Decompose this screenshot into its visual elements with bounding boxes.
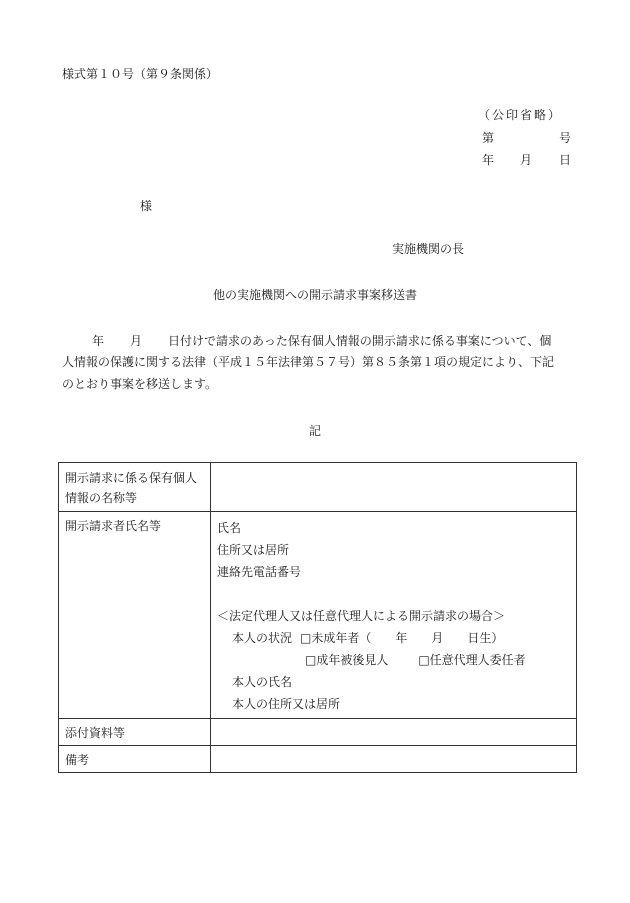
form-number: 様式第１０号（第９条関係） xyxy=(62,67,219,81)
personal-info-name-label xyxy=(59,463,211,512)
date-day-label: 日 xyxy=(559,153,572,167)
minor-checkbox[interactable]: □未成年者（ xyxy=(300,631,372,645)
body-paragraph-line1 xyxy=(62,335,551,347)
attachments-label: 添付資料等 xyxy=(59,719,211,746)
requester-address-label: 住所又は居所 xyxy=(217,543,290,557)
table-row xyxy=(59,463,577,512)
requester-name-label: 氏名 xyxy=(217,521,242,535)
date-month-label: 月 xyxy=(520,153,533,167)
requester-info-cell[interactable] xyxy=(211,512,577,719)
minor-birth-month-label: 月 xyxy=(431,631,444,645)
document-number-prefix: 第 xyxy=(482,131,495,145)
attachments-cell[interactable] xyxy=(211,719,577,746)
principal-name-label: 本人の氏名 xyxy=(232,675,293,689)
remarks-cell[interactable] xyxy=(211,746,577,773)
minor-birth-year-label: 年 xyxy=(395,631,408,645)
body-paragraph-line3: のとおり事案を移送します。 xyxy=(62,377,218,391)
sender-title: 実施機関の長 xyxy=(392,242,465,256)
principal-status-label: 本人の状況 xyxy=(232,631,293,645)
body-year-label: 年 xyxy=(92,334,105,348)
document-number-suffix: 号 xyxy=(559,131,572,145)
voluntary-agent-checkbox[interactable]: □任意代理人委任者 xyxy=(418,653,526,667)
requester-phone-label: 連絡先電話番号 xyxy=(217,565,302,579)
label-line: 情報の名称等 xyxy=(65,491,138,505)
date-year-label: 年 xyxy=(482,153,495,167)
table-row xyxy=(59,512,577,719)
transfer-details-table xyxy=(58,462,577,773)
body-month-label: 月 xyxy=(130,334,143,348)
body-paragraph-line2: 人情報の保護に関する法律（平成１５年法律第５７号）第８５条第１項の規定により、下記 xyxy=(62,355,555,369)
requester-info-label xyxy=(59,512,211,719)
addressee-honorific: 様 xyxy=(140,199,153,213)
ki-heading: 記 xyxy=(308,424,321,438)
requester-info-label-text: 開示請求者氏名等 xyxy=(65,519,162,533)
document-title: 他の実施機関への開示請求事案移送書 xyxy=(212,288,417,302)
principal-status-line xyxy=(217,627,570,649)
seal-omitted-note: （公印省略） xyxy=(478,108,563,122)
table-row xyxy=(59,746,577,773)
body-text: 日付けで請求のあった保有個人情報の開示請求に係る事案について、個 xyxy=(168,334,552,348)
personal-info-name-cell[interactable] xyxy=(211,463,577,512)
remarks-label: 備考 xyxy=(59,746,211,773)
agent-request-heading: ＜法定代理人又は任意代理人による開示請求の場合＞ xyxy=(217,609,506,623)
principal-address-label: 本人の住所又は居所 xyxy=(232,697,341,711)
status-checkbox-line2 xyxy=(217,649,570,671)
table-row xyxy=(59,719,577,746)
label-line: 開示請求に係る保有個人 xyxy=(65,471,198,485)
adult-ward-checkbox[interactable]: □成年被後見人 xyxy=(305,653,389,667)
minor-birth-day-label: 日生） xyxy=(467,631,504,645)
